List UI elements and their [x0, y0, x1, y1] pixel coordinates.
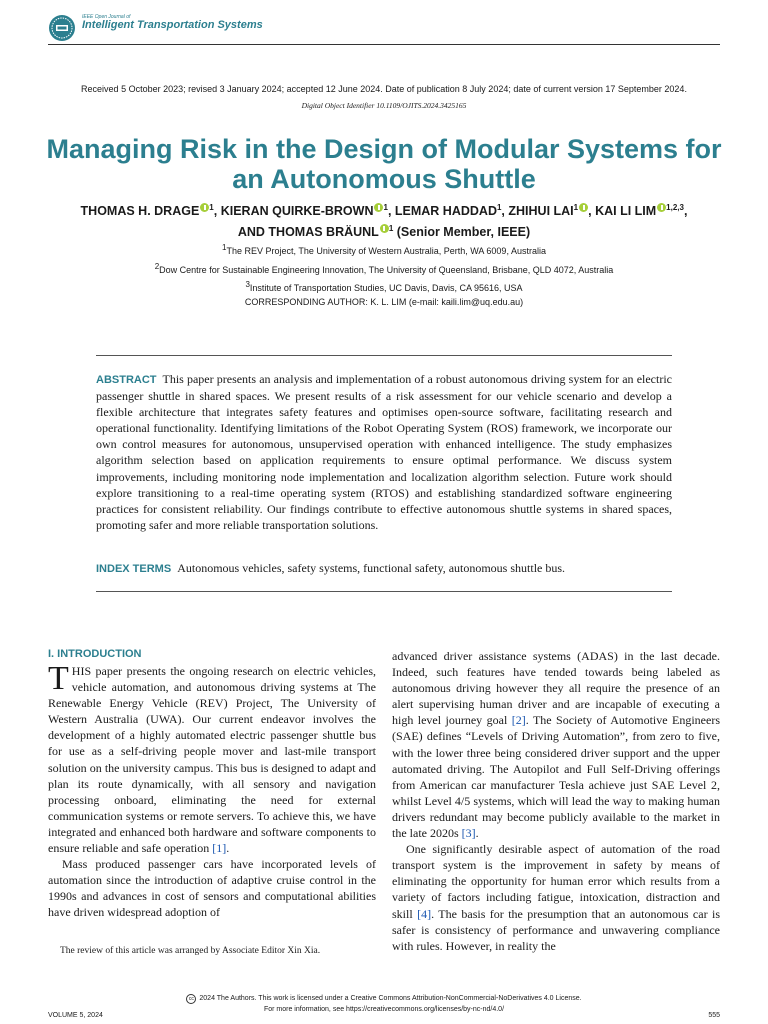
abstract-top-rule — [96, 355, 672, 356]
index-terms — [96, 560, 672, 577]
abstract-label: ABSTRACT — [96, 374, 157, 386]
license-notice: cc 2024 The Authors. This work is licensed under a Creative Commons Attribution-NonCommercial-NoDerivatives 4.0 License. For more information, see https://creativecommons.org/licenses/by-nc-nd/4.0/ — [0, 993, 768, 1015]
author: KIERAN QUIRKE-BROWN $^1$, — [220, 203, 395, 219]
abstract-bottom-rule — [96, 591, 672, 592]
paper-title: Managing Risk in the Design of Modular Systems for an Autonomous Shuttle — [46, 134, 722, 194]
author: LEMAR HADDAD$^1$, — [394, 203, 509, 219]
author-list — [40, 199, 728, 241]
creative-commons-icon: cc — [186, 994, 196, 1004]
body-column-left — [48, 647, 376, 921]
affiliation: $^3$Institute of Transportation Studies, UC Davis, Davis, CA 95616, USA — [245, 280, 523, 293]
abstract — [96, 371, 672, 533]
journal-series-label: IEEE Open Journal of — [82, 14, 131, 20]
orcid-icon[interactable] — [657, 203, 666, 212]
author: KAI LI LIM $^{1,2,3}$, — [595, 203, 688, 219]
license-url[interactable]: For more information, see https://creativecommons.org/licenses/by-nc-nd/4.0/ — [263, 1006, 505, 1013]
affiliation: $^2$Dow Centre for Sustainable Engineering Innovation, The University of Queensland, Brisbane, QLD 4072, Australia — [154, 262, 614, 275]
corresponding-author: CORRESPONDING AUTHOR: K. L. LIM (e-mail: kaili.lim@uq.edu.au) — [244, 297, 524, 307]
citation-link[interactable]: [3] — [461, 826, 476, 841]
affiliation: $^1$The REV Project, The University of Western Australia, Perth, WA 6009, Australia — [222, 243, 546, 256]
body-column-right — [392, 648, 720, 954]
index-terms-label: INDEX TERMS — [96, 563, 172, 575]
paragraph: Mass produced passenger cars have incorporated levels of automation since the introduction of adaptive cruise control in the 1990s and advances in cost of sensors and computational abilities have driven widespread adoption of — [48, 857, 376, 920]
publication-dates: Received 5 October 2023; revised 3 January 2024; accepted 12 June 2024. Date of publication 8 July 2024; date of current version 17 September 2024. — [81, 84, 687, 94]
paragraph: THIS paper presents the ongoing research on electric vehicles, vehicle automation, and autonomous driving systems at The Renewable Energy Vehicle (REV) Project, The University of Western Australia (UWA). Our current endeavor involves the development of a highly automated electric passenger shuttle bus for use as a self-driving people mover and last-mile transport solution on the university campus. This bus is designed to adapt and plan its route dynamically, with all sensory and navigation processing onboard, eliminating the need for external communication systems or remote servers. To achieve this, we have integrated and enhanced both hardware and software components to ensure reliable and safe operation [1]. — [48, 660, 376, 856]
journal-name: Intelligent Transportation Systems — [82, 19, 263, 31]
header-divider — [48, 44, 720, 45]
orcid-icon[interactable] — [579, 203, 588, 212]
citation-link[interactable]: [2] — [511, 713, 526, 728]
author: AND THOMAS BRÄUNL $^1$ (Senior Member, IEEE) — [237, 224, 531, 240]
abstract-text: This paper presents an analysis and implementation of a robust autonomous driving system for an electric passenger shuttle in shared spaces. We present results of a risk assessment for our vehicle scenario and develop a flexible architecture that integrates safety features and optimises open-source software, facilitating research and operational functionality. Identifying limitations of the Robot Operating System (ROS) framework, we incorporate our own control measures for autonomous, unsupervised operation with enhanced intelligence. The study emphasizes algorithm selection based on application requirements to ensure optimal performance. We discuss system improvements, including monitoring node implementation and localization algorithm selection. Future work should explore transitioning to a real-time operating system (RTOS) and establishing standardized software engineering practices for consistent reliability. Our findings contribute to effective autonomous shuttle systems in shared spaces, promoting safer and more reliable transportation solutions. — [96, 372, 672, 532]
author: THOMAS H. DRAGE $^1$, — [80, 203, 221, 219]
editor-footnote: The review of this article was arranged by Associate Editor Xin Xia. — [60, 946, 321, 956]
paragraph: advanced driver assistance systems (ADAS) in the last decade. Indeed, such features have tended towards being labeled as autonomous driving however they all require the presence of an alert supervising human driver and are incapable of executing a high level journey goal [2]. The Society of Automotive Engineers (SAE) defines “Levels of Driving Automation”, from zero to five, with the lower three being considered driver support and the upper automated driving. The Autopilot and Full Self-Driving offerings from American car manufacturer Tesla achieve just SAE Level 2, whilst Level 4/5 systems, which will lead the way to making human drivers redundant may become publicly available to the market in the late 2020s [3]. — [392, 649, 720, 841]
journal-header — [48, 10, 720, 46]
orcid-icon[interactable] — [200, 203, 209, 212]
index-terms-text: Autonomous vehicles, safety systems, functional safety, autonomous shuttle bus. — [177, 561, 566, 575]
page-number: 555 — [708, 1012, 720, 1019]
volume-label: VOLUME 5, 2024 — [48, 1012, 103, 1019]
drop-cap: T — [48, 660, 69, 697]
paragraph: One significantly desirable aspect of automation of the road transport system is the improvement in safety by means of eliminating the opportunity for human error which results from a variety of factors including fatigue, intoxication, distraction and skill [4]. The basis for the presumption that an autonomous car is safer is consistency of performance and unwavering compliance with rules. However, in reality the — [392, 842, 720, 953]
orcid-icon[interactable] — [380, 224, 389, 233]
citation-link[interactable]: [1] — [212, 841, 227, 856]
author: ZHIHUI LAI$^1$ , — [508, 203, 596, 219]
section-heading: I. INTRODUCTION — [48, 648, 142, 660]
doi-line: Digital Object Identifier 10.1109/OJITS.2024.3425165 — [301, 101, 467, 110]
journal-logo-icon — [48, 14, 76, 42]
citation-link[interactable]: [4] — [417, 906, 432, 921]
